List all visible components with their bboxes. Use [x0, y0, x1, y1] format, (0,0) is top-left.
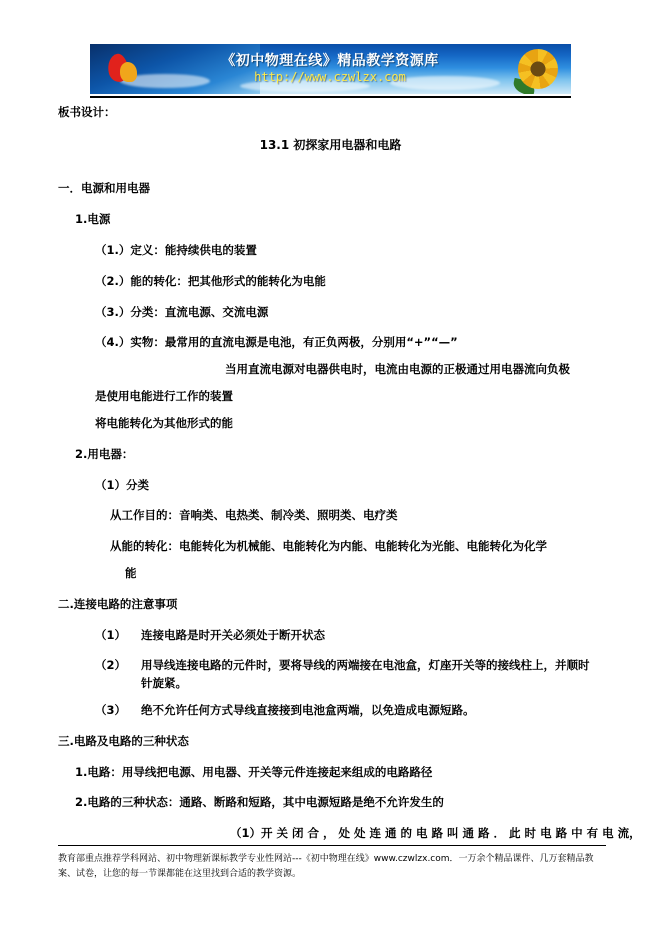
banner-image [90, 44, 571, 94]
section-heading-2: 二.连接电路的注意事项 [58, 596, 178, 611]
section3-item-2: （1）开 关 闭 合 ， 处 处 连 通 的 电 路 叫 通 路 ． 此 时 电 路 中 有 电 流， [230, 826, 641, 841]
section1-item-12: 能 [125, 565, 137, 580]
section2-numbered-2 [0, 702, 661, 720]
list-text: 绝不允许任何方式导线直接接到电池盒两端，以免造成电源短路。 [141, 703, 475, 718]
board-design-label: 板书设计： [58, 105, 116, 119]
banner-divider [90, 96, 571, 98]
section1-item-4: （4.）实物：最常用的直流电源是电池，有正负两极，分别用“+”“—” [95, 335, 458, 350]
section2-numbered-1 [0, 657, 661, 693]
list-text: 连接电路是时开关必须处于断开状态 [141, 627, 325, 642]
list-number: （2） [95, 658, 127, 673]
section1-item-3: （3.）分类：直流电源、交流电源 [95, 304, 269, 319]
section3-item-1: 2.电路的三种状态：通路、断路和短路，其中电源短路是绝不允许发生的 [75, 795, 444, 810]
section1-item-9: （1）分类 [95, 477, 150, 492]
page-title: 13.1 初探家用电器和电路 [259, 137, 402, 152]
section1-item-7: 将电能转化为其他形式的能 [95, 415, 233, 430]
section1-item-2: （2.）能的转化：把其他形式的能转化为电能 [95, 273, 326, 288]
page-footer: 教育部重点推荐学科网站、初中物理新课标教学专业性网站---《初中物理在线》www.czwlzx.com．一万余个精品课件、几万套精品教案、试卷，让您的每一节课都能在这里找到合适的教学资源。 [58, 854, 594, 879]
banner-title: 《初中物理在线》精品教学资源库 [221, 53, 439, 69]
site-banner [90, 44, 571, 94]
section1-item-11: 从能的转化：电能转化为机械能、电能转化为内能、电能转化为光能、电能转化为化学 [110, 539, 547, 554]
section1-item-1: （1.）定义：能持续供电的装置 [95, 243, 257, 258]
section1-item-5: 当用直流电源对电器供电时，电流由电源的正极通过用电器流向负极 [225, 362, 570, 377]
sunflower-icon [515, 46, 561, 92]
section-heading-3: 三.电路及电路的三种状态 [58, 733, 189, 748]
section2-numbered-0 [0, 627, 661, 645]
section1-item-6: 是使用电能进行工作的装置 [95, 389, 233, 404]
document-body [0, 104, 661, 843]
list-number: （3） [95, 703, 127, 718]
section1-item-0: 1.电源 [75, 212, 111, 227]
red-swirl-logo-icon [106, 52, 140, 86]
footer-divider [58, 845, 606, 846]
section3-item-0: 1.电路：用导线把电源、用电器、开关等元件连接起来组成的电路路径 [75, 764, 433, 779]
section1-item-8: 2.用电器： [75, 446, 134, 461]
list-text: 用导线连接电路的元件时，要将导线的两端接在电池盒，灯座开关等的接线柱上，并顺时针旋紧。 [141, 658, 590, 691]
section-heading-1: 一．电源和用电器 [58, 181, 150, 196]
banner-url[interactable]: http://www.czwlzx.com [254, 70, 406, 84]
list-number: （1） [95, 627, 127, 642]
section1-item-10: 从工作目的：音响类、电热类、制冷类、照明类、电疗类 [110, 508, 398, 523]
